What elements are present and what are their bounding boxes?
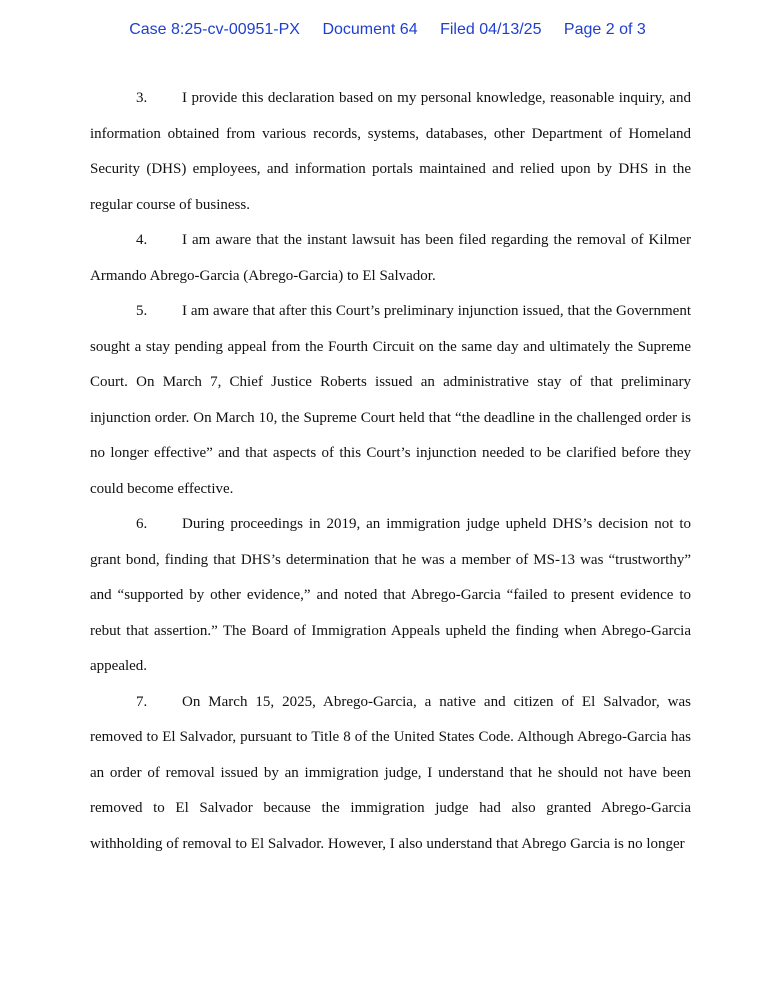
paragraph-text: I am aware that after this Court’s preliminary injunction issued, that the Government sought a stay pending appeal from the Fourth Circuit on the same day and ultimately the Supreme Court. On March 7, Chief Justice Roberts issued an administrative stay of that preliminary injunction order. On March 10, the Supreme Court held that “the deadline in the challenged order is no longer effective” and that aspects of this Court’s injunction needed to be clarified before they could become effective. (90, 303, 691, 497)
paragraph-text: During proceedings in 2019, an immigration judge upheld DHS’s decision not to grant bond, finding that DHS’s determination that he was a member of MS-13 was “trustworthy” and “supported by other evidence,” and noted that Abrego-Garcia “failed to present evidence to rebut that assertion.” The Board of Immigration Appeals upheld the finding when Abrego-Garcia appealed. (90, 516, 691, 674)
paragraph-number: 5. (136, 303, 148, 319)
case-header (0, 21, 775, 39)
paragraph-number: 7. (136, 693, 148, 710)
paragraph-4 (90, 223, 691, 294)
filed-date: Filed 04/13/25 (440, 21, 542, 38)
declaration-body (90, 81, 691, 862)
paragraph-5 (90, 294, 691, 507)
paragraph-6 (90, 507, 691, 685)
paragraph-text: I provide this declaration based on my personal knowledge, reasonable inquiry, and information obtained from various records, systems, databases, other Department of Homeland Security (DHS) employees, and information portals maintained and relied upon by DHS in the regular course of business. (90, 90, 691, 213)
page-number: Page 2 of 3 (563, 21, 646, 38)
paragraph-3 (90, 81, 691, 223)
paragraph-text: On March 15, 2025, Abrego-Garcia, a native and citizen of El Salvador, was removed to El Salvador, pursuant to Title 8 of the United States Code. Although Abrego-Garcia has an order of removal issued by an immigration judge, I understand that he should not have been removed to El Salvador because the immigration judge had also granted Abrego-Garcia withholding of removal to El Salvador. However, I also understand that Abrego Garcia is no longer (90, 693, 691, 852)
paragraph-7 (90, 685, 691, 863)
paragraph-number: 6. (136, 516, 148, 532)
paragraph-number: 4. (136, 232, 148, 248)
paragraph-text: I am aware that the instant lawsuit has been filed regarding the removal of Kilmer Armando Abrego-Garcia (Abrego-Garcia) to El Salvador. (90, 232, 691, 284)
document-number: Document 64 (322, 21, 418, 38)
case-number: Case 8:25-cv-00951-PX (129, 21, 300, 38)
paragraph-number: 3. (136, 90, 148, 106)
